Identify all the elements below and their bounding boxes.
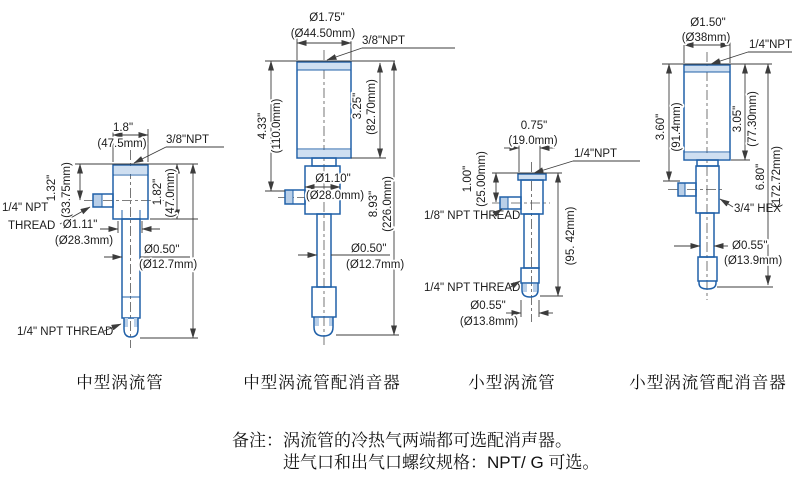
muffler-cap-shade — [298, 63, 350, 70]
left-height-mm-label: (33.75mm) — [61, 162, 74, 218]
muffler-height-inch-label: 3.05" — [732, 105, 745, 133]
neck-outline — [697, 160, 718, 166]
muffler-dia-mm-label: (Ø38mm) — [681, 32, 731, 44]
lower-muffler-outline — [698, 257, 717, 281]
width-mm-label: (47.5mm) — [97, 138, 147, 150]
hex-label: 3/4" HEX — [734, 203, 781, 215]
muffler-height-inch-label: 3.25" — [352, 92, 365, 120]
left-height-mm-label: (25.00mm) — [476, 151, 489, 207]
overall-height-inch-label: 6.80" — [755, 163, 768, 191]
muffler-dia-inch-label: Ø1.75" — [309, 12, 345, 24]
muffler-cap-shade — [685, 66, 729, 72]
generator-body-outline — [521, 180, 543, 214]
bottom-port-label: 1/4" NPT THREAD — [424, 282, 521, 294]
diagram-small-vortex-tube-with-muffler — [655, 17, 792, 300]
side-port-label-line1: 1/4" NPT — [2, 202, 49, 214]
top-port-label: 3/8"NPT — [166, 134, 210, 146]
tube-dia-inch-label: Ø0.50" — [351, 243, 387, 255]
body-dia-mm-label: (Ø28.0mm) — [305, 190, 365, 202]
width-inch-label: 0.75" — [520, 120, 548, 132]
tube-dia-inch-label: Ø0.50" — [144, 244, 180, 256]
nozzle-outline — [521, 268, 539, 283]
left-height-inch-label: 1.00" — [462, 165, 475, 193]
total-height-mm-label: (95. 42mm) — [565, 206, 578, 266]
side-port-label-line2: THREAD — [8, 220, 56, 232]
tube-dia-mm-label: (Ø12.7mm) — [346, 259, 405, 271]
hot-tube-outline — [122, 219, 140, 318]
tip-outline — [699, 281, 716, 289]
top-port-label: 1/4"NPT — [749, 39, 793, 51]
width-mm-label: (19.0mm) — [508, 135, 558, 147]
right-height-inch-label: 1.82" — [152, 178, 165, 206]
tip-thread-shade — [533, 284, 537, 292]
muffler-height-mm-label: (82.70mm) — [366, 79, 379, 135]
top-port-label: 3/8"NPT — [362, 35, 406, 47]
muffler-height-mm-label: (77.30mm) — [747, 91, 760, 147]
muffler-dia-mm-label: (Ø44.50mm) — [290, 28, 356, 40]
top-port-label: 1/4"NPT — [574, 148, 618, 160]
tube-dia-inch-label: Ø0.55" — [732, 240, 768, 252]
leader-arrow — [327, 48, 362, 60]
overall-height-mm-label: (226.0mm) — [382, 176, 395, 232]
muffler-cap-shade — [298, 150, 350, 157]
note-line-1: 备注：涡流管的冷热气两端都可选配消声器。 — [232, 431, 572, 450]
diagram-medium-vortex-tube-with-muffler — [257, 12, 455, 345]
muffler-cap-shade — [685, 153, 729, 159]
overall-height-mm-label: (172.72mm) — [771, 146, 784, 208]
side-port-thread-shade — [678, 183, 685, 196]
body-dia-inch-label: Ø1.10" — [315, 173, 351, 185]
caption-small-vortex-tube-with-muffler: 小型涡流管配消音器 — [629, 374, 787, 392]
caption-medium-vortex-tube: 中型涡流管 — [76, 374, 164, 392]
caption-medium-vortex-tube-with-muffler: 中型涡流管配消音器 — [243, 374, 401, 392]
total-height-inch-label: 4.33" — [257, 112, 270, 140]
tube-dia-mm-label: (Ø13.9mm) — [724, 255, 783, 267]
leader-arrow — [720, 199, 733, 207]
diagram-medium-vortex-tube — [2, 122, 224, 348]
tube-dia-inch-label: Ø0.55" — [470, 300, 506, 312]
side-port-label: 1/8" NPT THREAD — [424, 210, 521, 222]
tip-thread-shade — [523, 284, 527, 292]
side-port-thread-shade — [93, 194, 102, 207]
right-height-mm-label: (47.0mm) — [165, 168, 178, 218]
width-inch-label: 1.8" — [112, 122, 134, 134]
bottom-port-label: 1/4" NPT THREAD — [17, 326, 114, 338]
overall-height-inch-label: 8.93" — [368, 190, 381, 218]
side-port-thread-shade — [500, 197, 508, 209]
left-height-mm-label: (91.4mm) — [671, 102, 684, 152]
caption-small-vortex-tube: 小型涡流管 — [468, 374, 556, 392]
body-dia-inch-label: Ø1.11" — [62, 219, 98, 231]
side-port-thread-shade — [285, 190, 293, 204]
left-height-inch-label: 3.60" — [655, 113, 668, 141]
note-line-2: 进气口和出气口螺纹规格：NPT/ G 可选。 — [283, 453, 600, 472]
tip-thread-shade — [315, 318, 319, 326]
tube-dia-mm-label: (Ø13.8mm) — [459, 316, 519, 328]
body-cap-shade — [114, 166, 147, 174]
diagram-small-vortex-tube — [424, 120, 640, 328]
body-dia-mm-label: (Ø28.3mm) — [54, 235, 114, 247]
total-height-mm-label: (110.0mm) — [271, 98, 284, 154]
muffler-dia-inch-label: Ø1.50" — [690, 17, 726, 29]
cap-shade — [519, 175, 545, 179]
left-height-inch-label: 1.32" — [46, 174, 59, 202]
leader-arrow — [711, 52, 748, 64]
tube-dia-mm-label: (Ø12.7mm) — [139, 259, 198, 271]
